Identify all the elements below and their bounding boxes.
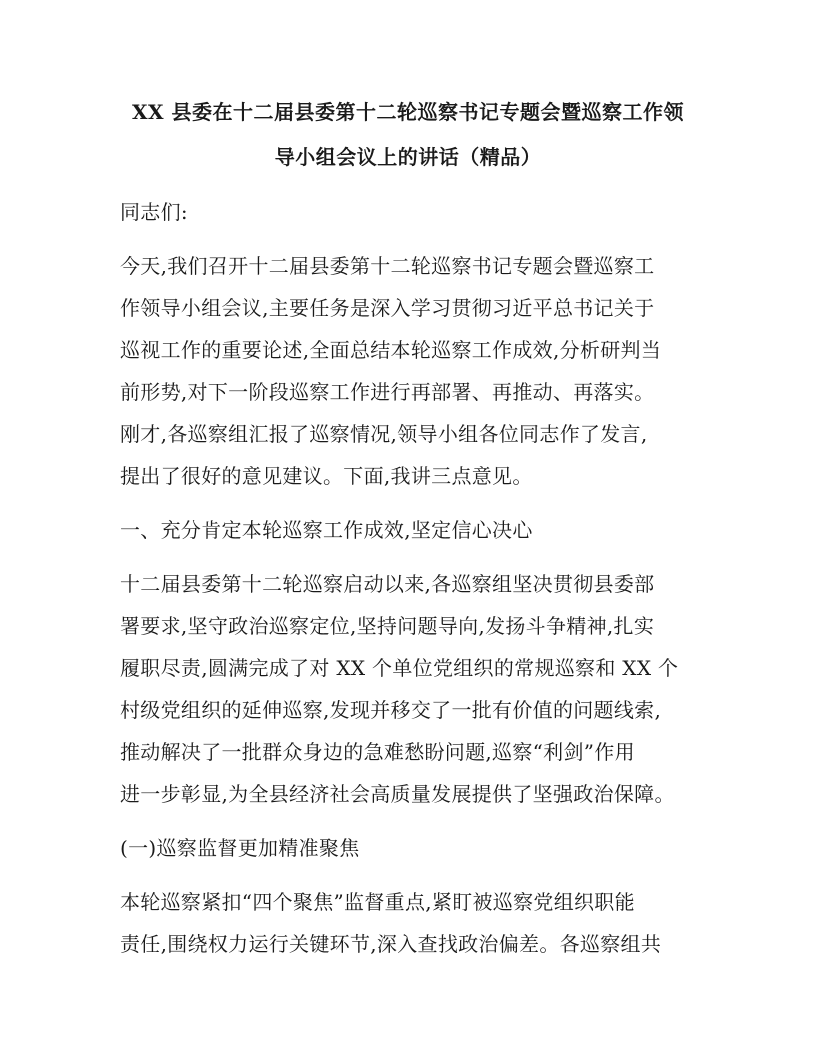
paragraph-line: 巡视工作的重要论述,全面总结本轮巡察工作成效,分析研判当 xyxy=(120,338,662,362)
subsection-heading: (一)巡察监督更加精准聚焦 xyxy=(120,836,360,860)
document-title-line-1: XX 县委在十二届县委第十二轮巡察书记专题会暨巡察工作领 xyxy=(132,100,684,124)
section-heading: 一、充分肯定本轮巡察工作成效,坚定信心决心 xyxy=(120,518,533,542)
document-title-line-2: 导小组会议上的讲话（精品） xyxy=(274,145,542,169)
paragraph-line: 进一步彰显,为全县经济社会高质量发展提供了坚强政治保障。 xyxy=(120,782,675,806)
paragraph-line: 履职尽责,圆满完成了对 XX 个单位党组织的常规巡察和 XX 个 xyxy=(120,656,679,680)
paragraph-line: 署要求,坚守政治巡察定位,坚持问题导向,发扬斗争精神,扎实 xyxy=(120,614,655,638)
paragraph-line: 推动解决了一批群众身边的急难愁盼问题,巡察“利剑”作用 xyxy=(120,740,635,764)
paragraph-line: 本轮巡察紧扣“四个聚焦”监督重点,紧盯被巡察党组织职能 xyxy=(120,890,635,914)
paragraph-line: 刚才,各巡察组汇报了巡察情况,领导小组各位同志作了发言, xyxy=(120,422,648,446)
paragraph-line: 前形势,对下一阶段巡察工作进行再部署、再推动、再落实。 xyxy=(120,380,655,404)
paragraph-line: 作领导小组会议,主要任务是深入学习贯彻习近平总书记关于 xyxy=(120,296,655,320)
paragraph-line: 今天,我们召开十二届县委第十二轮巡察书记专题会暨巡察工 xyxy=(120,254,655,278)
paragraph-line: 提出了很好的意见建议。下面,我讲三点意见。 xyxy=(120,464,533,488)
paragraph-line: 责任,围绕权力运行关键环节,深入查找政治偏差。各巡察组共 xyxy=(120,932,662,956)
paragraph-line: 村级党组织的延伸巡察,发现并移交了一批有价值的问题线索, xyxy=(120,698,662,722)
paragraph-line: 十二届县委第十二轮巡察启动以来,各巡察组坚决贯彻县委部 xyxy=(120,572,655,596)
salutation: 同志们: xyxy=(120,200,188,224)
